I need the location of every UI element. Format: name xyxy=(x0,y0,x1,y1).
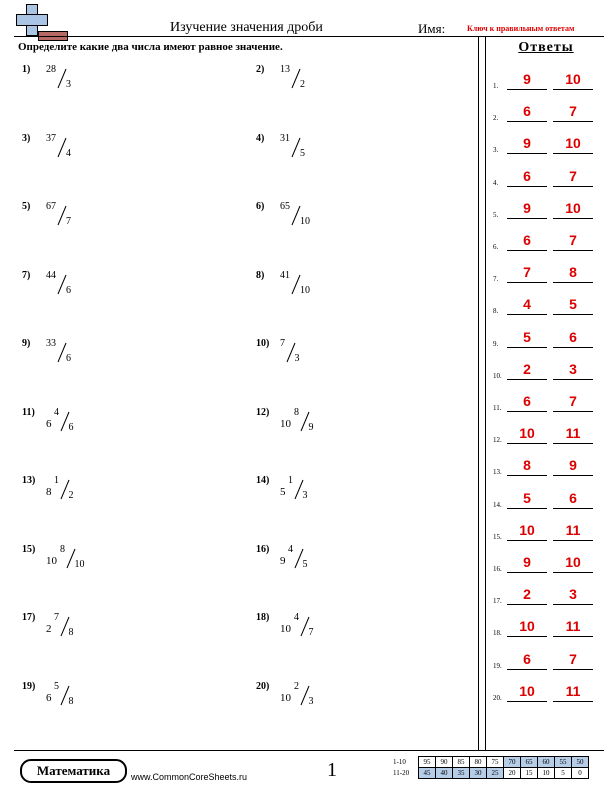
answer-index: 13. xyxy=(493,468,502,477)
answer-index: 4. xyxy=(493,178,499,187)
problem-number: 17) xyxy=(22,612,36,623)
answer-line xyxy=(553,314,593,315)
answer-row xyxy=(493,521,603,541)
answer-index: 5. xyxy=(493,210,499,219)
denominator: 2 xyxy=(300,79,305,90)
numerator: 4 xyxy=(54,406,59,418)
problem-number: 18) xyxy=(256,612,270,623)
answer-line xyxy=(507,669,547,670)
score-cell: 55 xyxy=(555,757,572,768)
answer-index: 12. xyxy=(493,436,502,445)
problem-number: 1) xyxy=(22,64,31,75)
score-cell: 60 xyxy=(538,757,555,768)
problem xyxy=(22,64,112,96)
problem-number: 2) xyxy=(256,64,265,75)
answer-second: 11 xyxy=(565,682,581,699)
answer-row xyxy=(493,650,603,670)
answer-first: 2 xyxy=(523,360,531,377)
answer-index: 3. xyxy=(493,146,499,155)
answer-second: 9 xyxy=(569,457,577,474)
denominator: 6 xyxy=(66,353,71,364)
denominator: 10 xyxy=(300,216,310,227)
answer-line xyxy=(507,186,547,187)
denominator: 7 xyxy=(308,627,314,638)
whole-number: 10 xyxy=(280,623,291,635)
numerator: 13 xyxy=(280,64,290,75)
answer-second: 7 xyxy=(569,650,577,667)
numerator: 67 xyxy=(46,201,56,212)
answer-row xyxy=(493,489,603,509)
answer-line xyxy=(553,121,593,122)
problem xyxy=(256,612,346,644)
problem-number: 15) xyxy=(22,543,36,555)
problem xyxy=(256,270,346,302)
answer-line xyxy=(507,604,547,605)
denominator: 8 xyxy=(68,627,74,638)
header-rule xyxy=(14,36,604,37)
problem xyxy=(256,133,346,165)
answer-row xyxy=(493,585,603,605)
answer-line xyxy=(507,314,547,315)
denominator: 10 xyxy=(300,284,310,296)
answer-index: 19. xyxy=(493,661,502,670)
problem-number: 20) xyxy=(256,680,270,692)
problem xyxy=(22,612,112,644)
problem-number: 3) xyxy=(22,132,31,144)
score-cell: 30 xyxy=(470,768,487,779)
answer-index: 8. xyxy=(493,307,499,316)
answer-line xyxy=(507,218,547,219)
answer-row xyxy=(493,553,603,573)
denominator: 7 xyxy=(66,216,71,227)
answer-line xyxy=(507,250,547,251)
whole-number: 8 xyxy=(46,486,52,498)
denominator: 10 xyxy=(74,558,85,570)
answer-index: 15. xyxy=(493,532,502,541)
problem-number: 5) xyxy=(22,201,31,212)
problem xyxy=(22,270,112,302)
denominator: 3 xyxy=(302,490,308,501)
answer-first: 10 xyxy=(519,425,535,442)
logo-icon xyxy=(14,4,54,38)
numerator: 8 xyxy=(60,543,65,555)
answer-line xyxy=(507,379,547,380)
score-cell: 0 xyxy=(572,768,589,779)
denominator: 6 xyxy=(66,284,71,296)
answer-line xyxy=(553,153,593,154)
score-cell: 50 xyxy=(572,757,589,768)
answer-line xyxy=(507,572,547,573)
denominator: 9 xyxy=(308,421,314,433)
answer-line xyxy=(507,475,547,476)
answer-line xyxy=(507,411,547,412)
answer-first: 6 xyxy=(523,103,531,120)
problem-number: 9) xyxy=(22,338,31,349)
answer-line xyxy=(553,379,593,380)
score-cell: 65 xyxy=(521,757,538,768)
denominator: 8 xyxy=(68,695,74,707)
problem-number: 4) xyxy=(256,132,265,144)
problem xyxy=(22,544,112,576)
answer-row xyxy=(493,617,603,637)
denominator: 4 xyxy=(66,147,71,159)
answer-first: 9 xyxy=(523,199,531,216)
answer-first: 6 xyxy=(523,232,531,248)
answer-line xyxy=(507,540,547,541)
answer-second: 3 xyxy=(569,360,577,377)
answer-second: 10 xyxy=(565,71,581,87)
answer-line xyxy=(507,636,547,637)
answer-second: 6 xyxy=(569,489,577,506)
score-cell: 20 xyxy=(504,768,521,779)
score-cell: 15 xyxy=(521,768,538,779)
problem-number: 7) xyxy=(22,269,31,281)
answer-first: 10 xyxy=(519,682,535,699)
score-range-label: 1-10 xyxy=(393,758,406,766)
whole-number: 2 xyxy=(46,623,52,635)
answer-line xyxy=(553,250,593,251)
answer-line xyxy=(507,443,547,444)
answer-row xyxy=(493,167,603,187)
numerator: 7 xyxy=(54,612,59,623)
score-cell: 5 xyxy=(555,768,572,779)
answer-index: 17. xyxy=(493,597,502,606)
score-table xyxy=(392,756,589,779)
answer-second: 5 xyxy=(569,296,577,313)
answer-row xyxy=(493,231,603,251)
score-cell: 95 xyxy=(419,757,436,768)
whole-number: 9 xyxy=(280,554,286,567)
numerator: 33 xyxy=(46,338,56,349)
answer-first: 6 xyxy=(523,393,531,409)
answer-line xyxy=(553,282,593,283)
problem xyxy=(256,201,346,233)
score-cell: 10 xyxy=(538,768,555,779)
problem-number: 8) xyxy=(256,269,265,281)
problem xyxy=(22,133,112,165)
problem xyxy=(256,681,346,713)
answer-line xyxy=(553,669,593,670)
answer-second: 11 xyxy=(565,425,581,442)
answer-first: 9 xyxy=(523,71,531,87)
numerator: 1 xyxy=(54,475,59,486)
answer-second: 10 xyxy=(565,199,581,216)
answer-index: 9. xyxy=(493,339,499,348)
answer-second: 10 xyxy=(565,135,581,152)
problem-number: 13) xyxy=(22,475,36,486)
instructions: Определите какие два числа имеют равное значение. xyxy=(18,41,283,53)
answer-first: 5 xyxy=(523,489,531,506)
answer-second: 11 xyxy=(565,618,581,635)
denominator: 5 xyxy=(300,147,305,159)
answer-second: 6 xyxy=(569,328,577,345)
answer-index: 11. xyxy=(493,404,502,412)
answer-row xyxy=(493,328,603,348)
numerator: 28 xyxy=(46,64,56,75)
footer-rule xyxy=(14,750,604,751)
numerator: 37 xyxy=(46,132,56,144)
answer-line xyxy=(507,153,547,154)
score-range-label: 11-20 xyxy=(393,769,410,777)
score-row xyxy=(392,757,589,768)
answer-key-label: Ключ к правильным ответам xyxy=(467,24,575,33)
score-cell: 80 xyxy=(470,757,487,768)
answer-line xyxy=(553,186,593,187)
answer-row xyxy=(493,102,603,122)
answer-first: 5 xyxy=(523,328,531,345)
answer-index: 10. xyxy=(493,371,502,380)
denominator: 3 xyxy=(294,353,300,364)
answer-first: 10 xyxy=(519,521,535,538)
numerator: 65 xyxy=(280,201,290,212)
answer-first: 6 xyxy=(523,167,531,184)
score-row xyxy=(392,768,589,779)
answer-row xyxy=(493,295,603,315)
answer-row xyxy=(493,134,603,154)
problem xyxy=(22,407,112,439)
answer-first: 8 xyxy=(523,457,531,474)
answer-second: 8 xyxy=(569,264,577,281)
answer-line xyxy=(507,89,547,90)
answer-row xyxy=(493,263,603,283)
answer-line xyxy=(507,508,547,509)
answer-second: 11 xyxy=(565,521,581,538)
answer-row xyxy=(493,682,603,702)
answers-column-rule-inner xyxy=(485,36,486,750)
whole-number: 6 xyxy=(46,691,52,704)
answer-line xyxy=(553,218,593,219)
page-number: 1 xyxy=(327,759,337,781)
answer-first: 6 xyxy=(523,650,531,667)
answer-second: 7 xyxy=(569,232,577,248)
answer-line xyxy=(553,411,593,412)
answer-line xyxy=(507,121,547,122)
answer-index: 7. xyxy=(493,275,499,284)
problem-number: 10) xyxy=(256,338,270,349)
answer-line xyxy=(507,347,547,348)
worksheet-title: Изучение значения дроби xyxy=(170,20,323,35)
problem-number: 12) xyxy=(256,406,270,418)
answer-line xyxy=(553,636,593,637)
answer-row xyxy=(493,456,603,476)
answer-line xyxy=(553,572,593,573)
numerator: 2 xyxy=(294,680,299,692)
answer-first: 9 xyxy=(523,135,531,152)
problem xyxy=(256,544,346,576)
answer-row xyxy=(493,199,603,219)
problem-number: 19) xyxy=(22,680,36,692)
answer-line xyxy=(553,475,593,476)
problem xyxy=(22,475,112,507)
site-url: www.CommonCoreSheets.ru xyxy=(131,772,248,782)
answer-line xyxy=(553,701,593,702)
problem-number: 14) xyxy=(256,475,270,486)
answer-index: 2. xyxy=(493,114,499,123)
problem xyxy=(22,338,112,370)
answer-line xyxy=(507,701,547,702)
numerator: 7 xyxy=(280,338,285,349)
answer-row xyxy=(493,392,603,412)
numerator: 31 xyxy=(280,132,290,144)
name-label: Имя: xyxy=(418,21,446,36)
answer-line xyxy=(553,89,593,90)
answer-line xyxy=(553,604,593,605)
answer-line xyxy=(553,347,593,348)
answer-index: 6. xyxy=(493,243,499,251)
answer-first: 2 xyxy=(523,586,531,603)
answer-line xyxy=(553,508,593,509)
answer-second: 3 xyxy=(569,586,577,603)
numerator: 4 xyxy=(288,543,293,555)
answers-title: Ответы xyxy=(518,40,574,55)
denominator: 3 xyxy=(308,695,314,707)
problem xyxy=(22,681,112,713)
denominator: 3 xyxy=(66,79,71,90)
whole-number: 10 xyxy=(280,417,291,430)
numerator: 8 xyxy=(294,406,299,418)
whole-number: 10 xyxy=(46,554,57,567)
problem-number: 6) xyxy=(256,201,265,212)
numerator: 1 xyxy=(288,475,293,486)
numerator: 4 xyxy=(294,612,299,623)
answer-index: 14. xyxy=(493,500,502,509)
problem xyxy=(22,201,112,233)
score-cell: 70 xyxy=(504,757,521,768)
score-cell: 85 xyxy=(453,757,470,768)
answers-column-rule-outer xyxy=(478,36,479,750)
answer-row xyxy=(493,360,603,380)
answer-second: 7 xyxy=(569,103,577,120)
answer-line xyxy=(553,443,593,444)
score-cell: 90 xyxy=(436,757,453,768)
answer-row xyxy=(493,424,603,444)
answer-first: 7 xyxy=(523,264,531,281)
numerator: 5 xyxy=(54,680,59,692)
numerator: 41 xyxy=(280,269,290,281)
problem xyxy=(256,338,346,370)
answer-index: 18. xyxy=(493,629,502,638)
answer-line xyxy=(553,540,593,541)
problem xyxy=(256,64,346,96)
problem-number: 16) xyxy=(256,543,270,555)
problem xyxy=(256,407,346,439)
answer-second: 10 xyxy=(565,554,581,570)
answer-index: 20. xyxy=(493,693,502,702)
brand-badge: Математика xyxy=(20,759,127,783)
problem xyxy=(256,475,346,507)
score-cell: 25 xyxy=(487,768,504,779)
score-cell: 75 xyxy=(487,757,504,768)
answer-index: 1. xyxy=(493,82,499,90)
answer-row xyxy=(493,70,603,90)
answer-first: 4 xyxy=(523,296,531,313)
answer-second: 7 xyxy=(569,167,577,184)
answer-first: 10 xyxy=(519,618,535,635)
numerator: 44 xyxy=(46,269,56,281)
answer-first: 9 xyxy=(523,554,531,570)
answer-line xyxy=(507,282,547,283)
whole-number: 5 xyxy=(280,486,286,498)
denominator: 6 xyxy=(68,421,74,433)
score-cell: 40 xyxy=(436,768,453,779)
denominator: 5 xyxy=(302,558,308,570)
denominator: 2 xyxy=(68,490,74,501)
problem-number: 11) xyxy=(22,406,35,418)
score-cell: 35 xyxy=(453,768,470,779)
whole-number: 10 xyxy=(280,691,291,704)
answer-index: 16. xyxy=(493,565,502,573)
score-cell: 45 xyxy=(419,768,436,779)
answer-second: 7 xyxy=(569,393,577,409)
whole-number: 6 xyxy=(46,417,52,430)
